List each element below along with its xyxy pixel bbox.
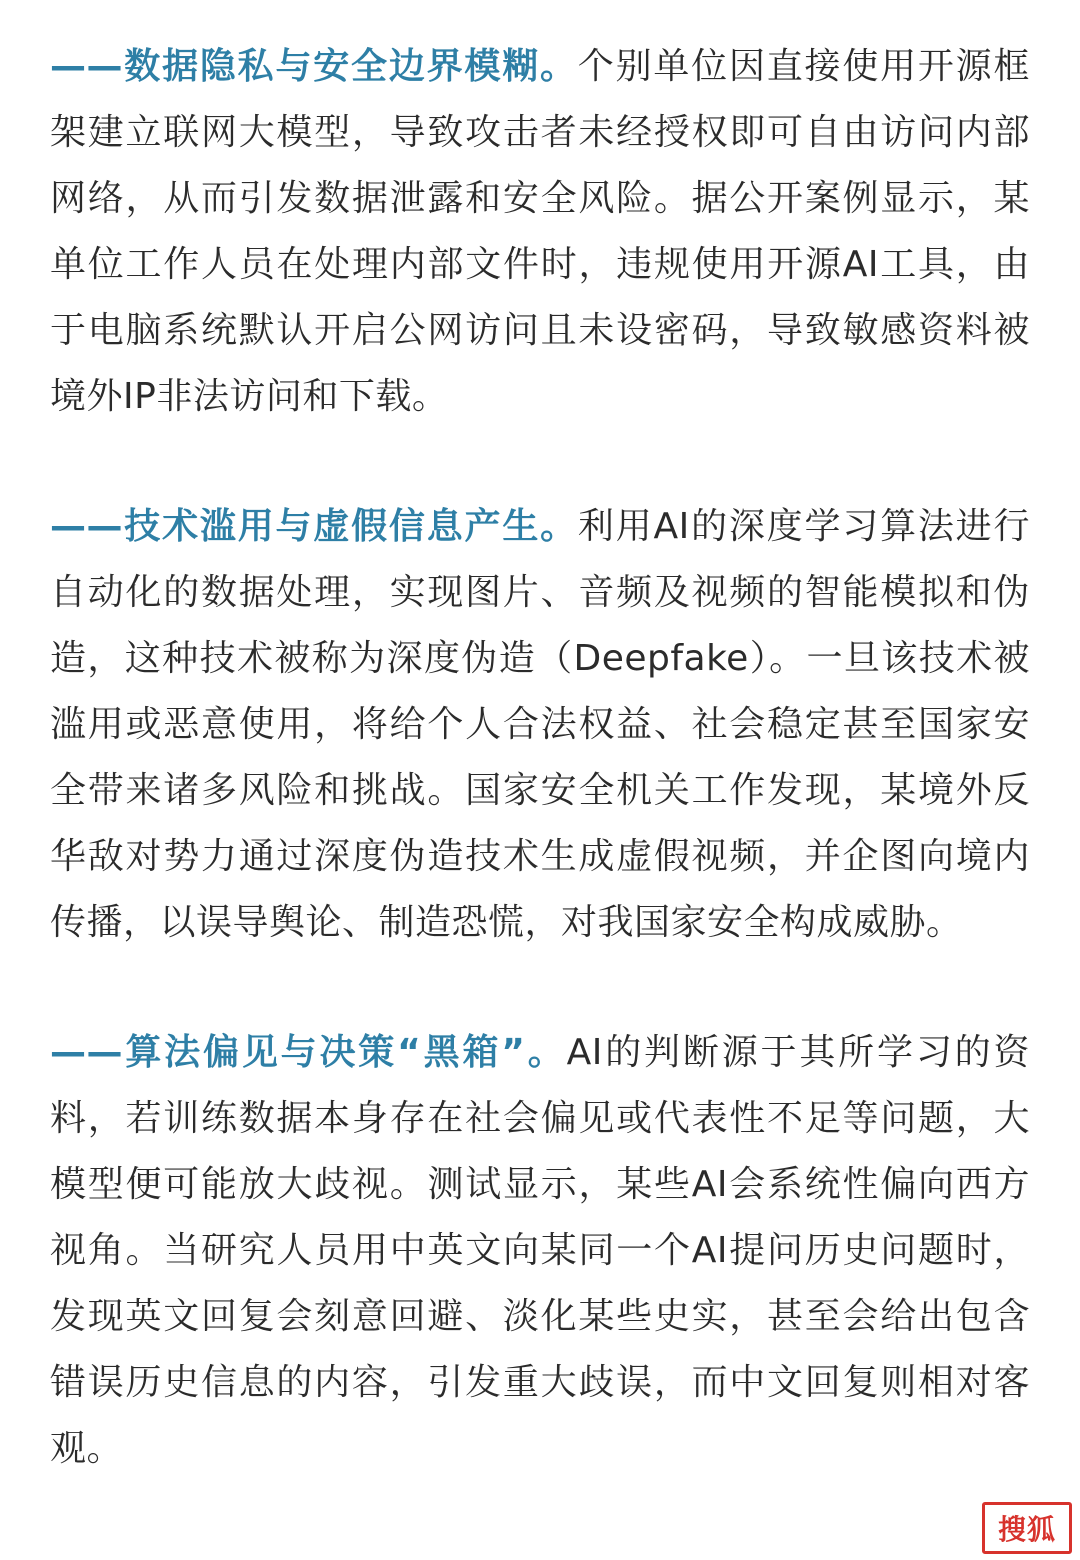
paragraph-text: 利用AI的深度学习算法进行自动化的数据处理，实现图片、音频及视频的智能模拟和伪造，这种技术被称为深度伪造（Deepfake）。一旦该技术被滥用或恶意使用，将给个人合法权益、社会稳定甚至国家安全带来诸多风险和挑战。国家安全机关工作发现，某境外反华敌对势力通过深度伪造技术生成虚假视频，并企图向境内传播，以误导舆论、制造恐慌，对我国家安全构成威胁。 bbox=[50, 506, 1030, 943]
paragraph-lead: ——数据隐私与安全边界模糊。 bbox=[50, 46, 578, 87]
paragraph-tech-abuse bbox=[50, 494, 1030, 956]
paragraph-data-privacy bbox=[50, 34, 1030, 430]
paragraph-lead: ——技术滥用与虚假信息产生。 bbox=[50, 506, 578, 547]
paragraph-lead: ——算法偏见与决策“黑箱”。 bbox=[50, 1032, 567, 1073]
paragraph-algorithm-bias bbox=[50, 1020, 1030, 1482]
watermark-stamp bbox=[982, 1502, 1072, 1554]
watermark-text: 搜狐 bbox=[997, 1513, 1056, 1546]
paragraph-text: 个别单位因直接使用开源框架建立联网大模型，导致攻击者未经授权即可自由访问内部网络，从而引发数据泄露和安全风险。据公开案例显示，某单位工作人员在处理内部文件时，违规使用开源AI工具，由于电脑系统默认开启公网访问且未设密码，导致敏感资料被境外IP非法访问和下载。 bbox=[50, 46, 1030, 417]
paragraph-text: AI的判断源于其所学习的资料，若训练数据本身存在社会偏见或代表性不足等问题，大模型便可能放大歧视。测试显示，某些AI会系统性偏向西方视角。当研究人员用中英文向某同一个AI提问历史问题时，发现英文回复会刻意回避、淡化某些史实，甚至会给出包含错误历史信息的内容，引发重大歧误，而中文回复则相对客观。 bbox=[50, 1032, 1031, 1469]
article-body bbox=[50, 34, 1030, 1482]
